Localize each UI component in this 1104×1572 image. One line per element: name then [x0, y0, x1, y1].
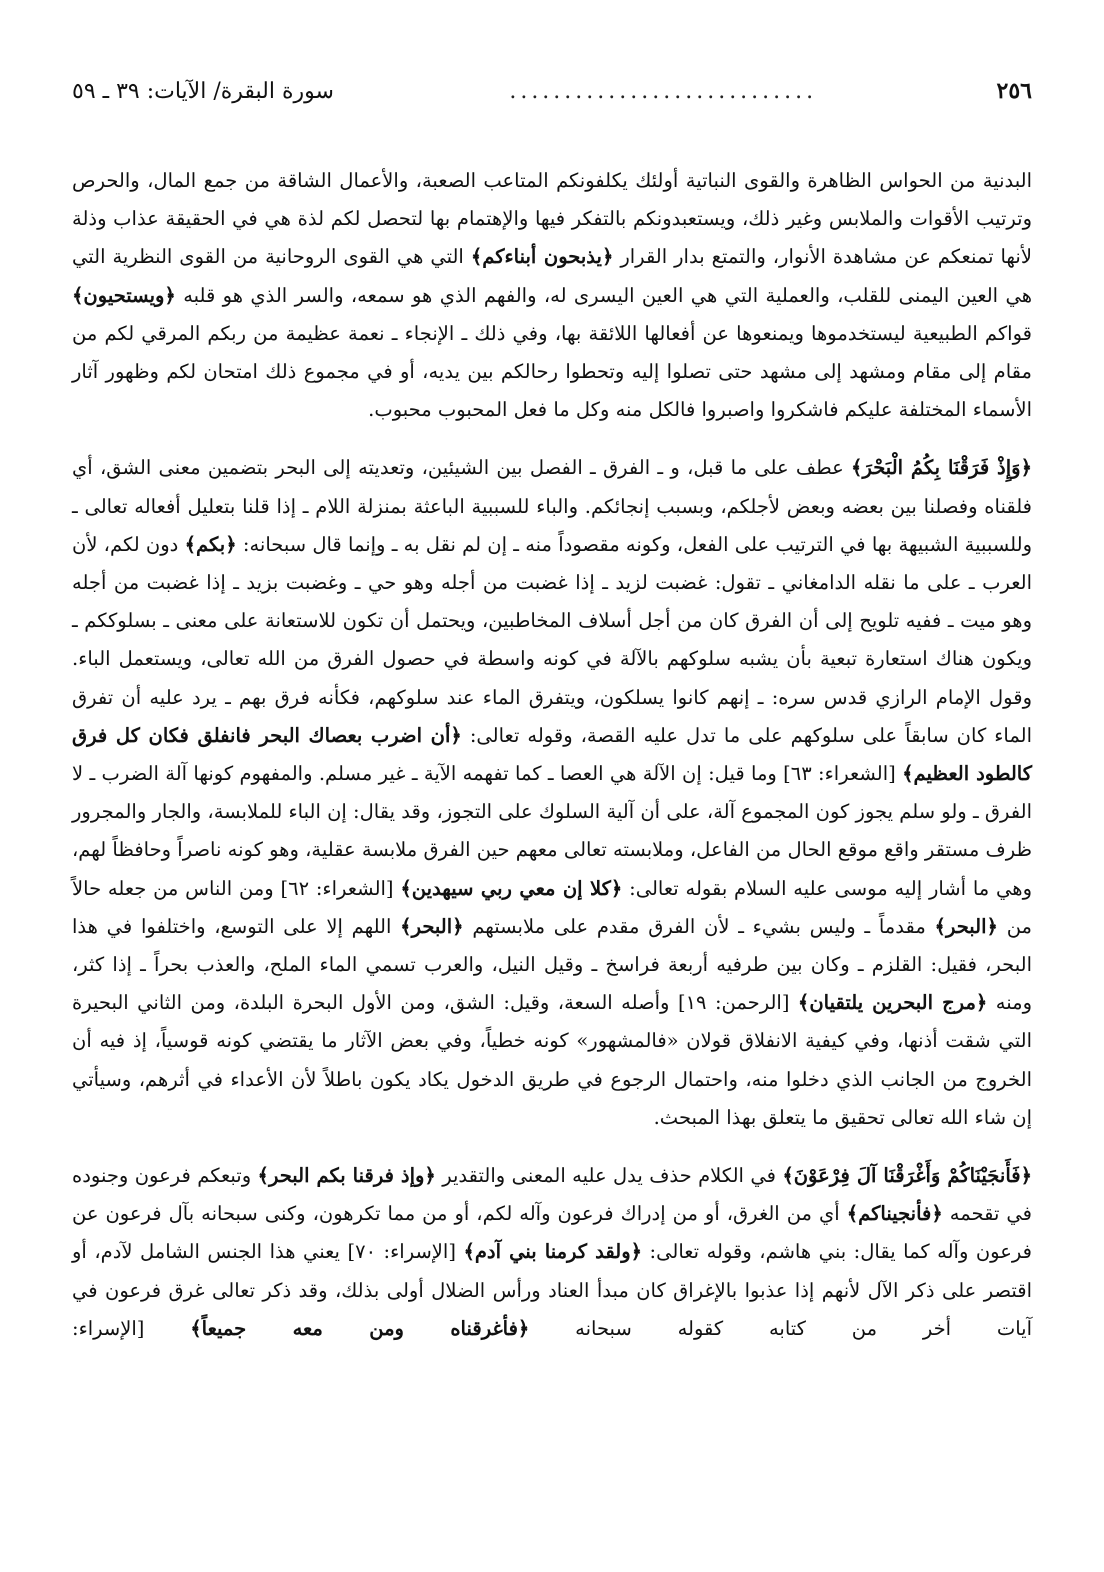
- commentary-text: [الشعراء: ٦٢] ومن الناس من جعله حالاً من: [72, 876, 1032, 938]
- commentary-text: أي من الغرق، أو من إدراك فرعون وآله لكم، أو من مما تكرهون، وكنى سبحانه بآل فرعون عن فرعون وآله كما يقال: بني هاشم، وقوله تعالى:: [72, 1202, 1032, 1264]
- commentary-text: في الكلام حذف يدل عليه المعنى والتقدير: [435, 1164, 783, 1188]
- commentary-text: [الرحمن: ١٩] وأصله السعة، وقيل: الشق، ومن الأول البحرة البلدة، ومن الثاني البحيرة التي شقت أذنها، وفي كيفية الانفلاق قولان «فالمشهور» كونه خطياً، وفي بعض الآثار ما يقتضي كونه قوسياً، إذ فيه أن الخروج من الجانب الذي دخلوا منه، واحتمال الرجوع في طريق الدخول يكاد يكون باطلاً لأن الأعداء في أثرهم، وسيأتي إن شاء الله تعالى تحقيق ما يتعلق بهذا المبحث.: [72, 991, 1032, 1129]
- quran-quote: ﴿فَأَنجَيْنَاكُمْ وَأَغْرَقْنَا آلَ فِرْعَوْنَ﴾: [782, 1164, 1033, 1188]
- surah-title: سورة البقرة/ الآيات: ٣٩ ـ ٥٩: [72, 79, 334, 104]
- commentary-text: [الإسراء:: [72, 1316, 191, 1340]
- commentary-text: اللهم إلا على التوسع، واختلفوا في هذا البحر، فقيل: القلزم ـ وكان بين طرفيه أربعة فراسخ ـ وقيل النيل، والعرب تسمي الماء الملح، والعذب بحراً ـ إذا كثر، ومنه: [72, 914, 1032, 1015]
- page-number: ٢٥٦: [996, 78, 1032, 104]
- quran-quote: ﴿وإذ فرقنا بكم البحر﴾: [257, 1164, 436, 1188]
- paragraph-1: [72, 162, 1032, 429]
- quran-quote: ﴿ولقد كرمنا بني آدم﴾: [463, 1240, 643, 1264]
- commentary-text: عطف على ما قبل، و ـ الفرق ـ الفصل بين الشيئين، وتعديته إلى البحر بتضمين معنى الشق، أي فلقناه وفصلنا بين بعضه وبعض لأجلكم، وبسبب إنجائكم. والباء للسببية الباعثة بمنزلة اللام ـ إذا قلنا بتعليل أفعاله تعالى ـ وللسببية الشبيهة بها في الترتيب على الفعل، وكونه مقصوداً منه ـ إن لم نقل به ـ وإنما قال سبحانه:: [72, 456, 1032, 556]
- commentary-text: دون لكم، لأن العرب ـ على ما نقله الدامغاني ـ تقول: غضبت لزيد ـ إذا غضبت من أجله وهو حي ـ وغضبت بزيد ـ إذا غضبت من أجله وهو ميت ـ ففيه تلويح إلى أن الفرق كان من أجل أسلاف المخاطبين، ويحتمل أن تكون للاستعانة على معنى ـ بسلوككم ـ ويكون هناك استعارة تبعية بأن يشبه سلوكهم بالآلة في كونه واسطة في حصول الفرق من الله تعالى، ويستعمل الباء. وقول الإمام الرازي قدس سره: ـ إنهم كانوا يسلكون، ويتفرق الماء عند سلوكهم، فكأنه فرق بهم ـ يرد عليه أن تفرق الماء كان سابقاً على سلوكهم على ما تدل عليه القصة، وقوله تعالى:: [72, 532, 1032, 747]
- quran-quote: ﴿وَإِذْ فَرَقْنَا بِكُمُ الْبَحْرَ﴾: [851, 456, 1032, 480]
- header-leader-dots: ............................: [509, 79, 818, 104]
- commentary-text: [الإسراء: ٧٠] يعني هذا الجنس الشامل لآدم، أو اقتصر على ذكر الآل لأنهم إذا عذبوا بالإغراق كان مبدأ العناد ورأس الضلال أولى بذلك، وقد ذكر تعالى غرق فرعون في آيات أخر من كتابه كقوله سبحانه: [72, 1240, 1033, 1340]
- quran-quote: ﴿بكم﴾: [184, 532, 237, 556]
- commentary-text: [الشعراء: ٦٣] وما قيل: إن الآلة هي العصا ـ كما تفهمه الآية ـ غير مسلم. والمفهوم كونها آلة الضرب ـ لا الفرق ـ ولو سلم يجوز كون المجموع آلة، على أن آلية السلوك على التجوز، وقد يقال: إن الباء للملابسة، والجار والمجرور ظرف مستقر واقع موقع الحال من الفاعل، وملابسته تعالى معهم حين الفرق ملابسة عقلية، وهو كونه ناصراً وحافظاً لهم، وهي ما أشار إليه موسى عليه السلام بقوله تعالى:: [72, 762, 1033, 900]
- quran-quote: ﴿مرج البحرين يلتقيان﴾: [797, 991, 988, 1015]
- quran-quote: ﴿فأغرقناه ومن معه جميعاً﴾: [190, 1316, 530, 1340]
- quran-quote: ﴿أن اضرب بعصاك البحر فانفلق فكان كل فرق كالطود العظيم﴾: [72, 723, 1032, 786]
- paragraph-2: [72, 449, 1032, 1137]
- quran-quote: ﴿البحر﴾: [934, 914, 998, 938]
- commentary-text: البدنية من الحواس الظاهرة والقوى النباتية أولئك يكلفونكم المتاعب الصعبة، والأعمال الشاقة من جمع المال، والحرص وترتيب الأقوات والملابس وغير ذلك، ويستعبدونكم بالتفكر فيها والإهتمام بها لتحصل لكم لذة هي في الحقيقة عذاب وذلة لأنها تمنعكم عن مشاهدة الأنوار، والتمتع بدار القرار: [72, 169, 1032, 269]
- quran-quote: ﴿ويستحيون﴾: [72, 283, 176, 307]
- commentary-text: قواكم الطبيعية ليستخدموها ويمنعوها عن أفعالها اللائقة بها، وفي ذلك ـ الإنجاء ـ نعمة عظيمة من ربكم المرقي لكم من مقام إلى مقام ومشهد إلى مشهد حتى تصلوا إليه وتحطوا رحالكم بين يديه، أو في مجموع ذلك امتحان لكم وظهور آثار الأسماء المختلفة عليكم فاشكروا واصبروا فالكل منه وكل ما فعل المحبوب محبوب.: [72, 321, 1032, 422]
- commentary-text: وتبعكم فرعون وجنوده في تقحمه: [72, 1164, 1032, 1226]
- quran-quote: ﴿كلا إن معي ربي سيهدين﴾: [400, 876, 623, 900]
- quran-quote: ﴿فأنجيناكم﴾: [846, 1202, 943, 1226]
- quran-quote: ﴿البحر﴾: [400, 914, 464, 938]
- quran-quote: ﴿يذبحون أبناءكم﴾: [470, 245, 614, 269]
- paragraph-3: [72, 1157, 1032, 1348]
- commentary-text: التي هي القوى الروحانية من القوى النظرية التي هي العين اليمنى للقلب، والعملية التي هي العين اليسرى له، والفهم الذي هو سمعه، والسر الذي هو قلبه: [72, 245, 1032, 307]
- commentary-text: مقدماً ـ وليس بشيء ـ لأن الفرق مقدم على ملابستهم: [463, 914, 935, 938]
- commentary-body: [72, 162, 1032, 1348]
- running-header: [72, 78, 1032, 118]
